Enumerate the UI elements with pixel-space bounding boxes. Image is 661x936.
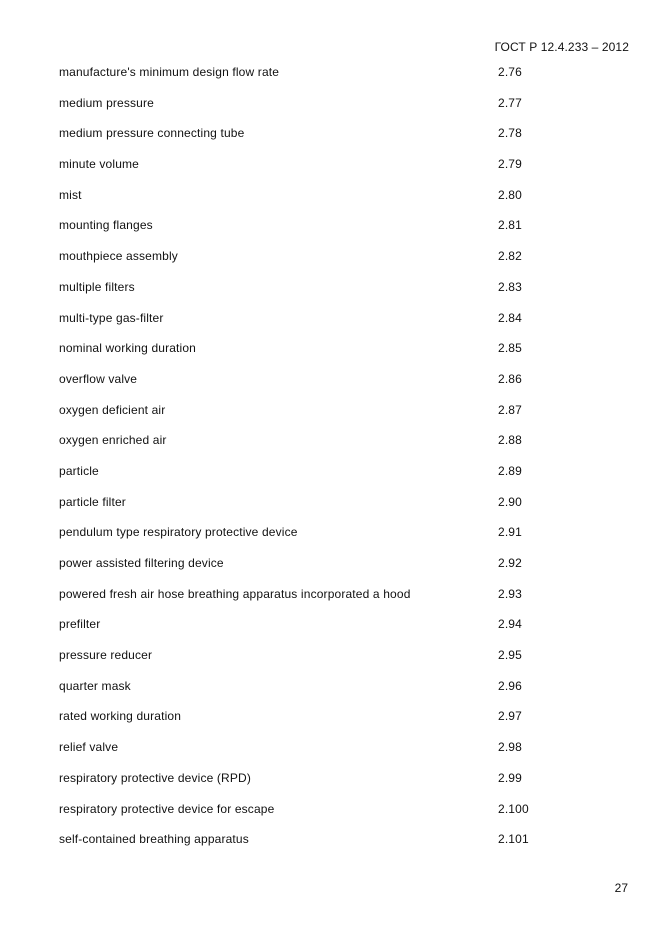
- term-number: 2.81: [498, 218, 522, 233]
- term-row: [59, 425, 619, 456]
- term-number: 2.84: [498, 310, 522, 325]
- term-number: 2.88: [498, 433, 522, 448]
- term-row: [59, 487, 619, 518]
- term-number: 2.89: [498, 463, 522, 478]
- term-text: overflow valve: [59, 371, 138, 386]
- term-row: [59, 241, 619, 272]
- term-number: 2.90: [498, 494, 522, 509]
- term-number: 2.76: [498, 65, 522, 79]
- term-row: [59, 118, 619, 149]
- term-row: [59, 210, 619, 241]
- term-text: self-contained breathing apparatus: [59, 832, 249, 847]
- term-number: 2.96: [498, 678, 522, 693]
- term-text: prefilter: [59, 617, 101, 632]
- term-row: [59, 579, 619, 610]
- term-text: mist: [59, 187, 82, 202]
- term-text: powered fresh air hose breathing apparatus incorporated a hood: [59, 586, 411, 601]
- term-text: multi-type gas-filter: [59, 310, 164, 325]
- term-text: particle filter: [59, 494, 126, 509]
- term-row: [59, 640, 619, 671]
- term-row: [59, 88, 619, 119]
- term-number: 2.99: [498, 770, 522, 785]
- term-text: pendulum type respiratory protective device: [59, 525, 298, 540]
- term-number: 2.92: [498, 556, 522, 570]
- term-text: multiple filters: [59, 279, 135, 294]
- term-number: 2.100: [498, 801, 529, 816]
- term-row: [59, 609, 619, 640]
- term-row: [59, 824, 619, 855]
- term-number: 2.83: [498, 279, 522, 294]
- term-number: 2.79: [498, 157, 522, 172]
- term-number: 2.91: [498, 525, 522, 540]
- term-text: mounting flanges: [59, 218, 153, 233]
- term-number: 2.101: [498, 832, 529, 847]
- term-number: 2.86: [498, 371, 522, 386]
- term-row: [59, 364, 619, 395]
- term-number: 2.95: [498, 648, 522, 663]
- term-number: 2.85: [498, 341, 522, 356]
- term-number: 2.97: [498, 709, 522, 724]
- standard-header: ГОСТ Р 12.4.233 – 2012: [494, 40, 629, 54]
- term-text: medium pressure connecting tube: [59, 126, 245, 141]
- term-text: quarter mask: [59, 678, 131, 693]
- term-row: [59, 548, 619, 579]
- term-index-list: [59, 57, 619, 855]
- term-number: 2.78: [498, 126, 522, 141]
- term-row: [59, 180, 619, 211]
- term-text: relief valve: [59, 740, 119, 755]
- term-text: minute volume: [59, 157, 139, 172]
- term-text: nominal working duration: [59, 341, 197, 356]
- term-text: respiratory protective device for escape: [59, 801, 275, 816]
- term-row: [59, 794, 619, 825]
- term-row: [59, 149, 619, 180]
- term-text: respiratory protective device (RPD): [59, 770, 251, 785]
- term-row: [59, 517, 619, 548]
- term-text: rated working duration: [59, 709, 182, 724]
- term-text: oxygen enriched air: [59, 433, 167, 448]
- term-text: pressure reducer: [59, 648, 153, 663]
- term-row: [59, 701, 619, 732]
- term-row: [59, 272, 619, 303]
- term-row: [59, 732, 619, 763]
- page-number: 27: [614, 881, 628, 895]
- term-row: [59, 671, 619, 702]
- term-number: 2.98: [498, 740, 522, 755]
- term-row: [59, 303, 619, 334]
- term-text: manufacture's minimum design flow rate: [59, 65, 280, 79]
- term-text: medium pressure: [59, 95, 154, 110]
- term-text: power assisted filtering device: [59, 556, 224, 570]
- term-row: [59, 395, 619, 426]
- term-number: 2.93: [498, 586, 522, 601]
- term-row: [59, 333, 619, 364]
- term-row: [59, 57, 619, 88]
- term-text: oxygen deficient air: [59, 402, 166, 417]
- term-number: 2.80: [498, 187, 522, 202]
- term-number: 2.94: [498, 617, 522, 632]
- term-row: [59, 763, 619, 794]
- term-row: [59, 456, 619, 487]
- term-text: mouthpiece assembly: [59, 249, 178, 264]
- term-number: 2.77: [498, 95, 522, 110]
- term-number: 2.87: [498, 402, 522, 417]
- term-number: 2.82: [498, 249, 522, 264]
- term-text: particle: [59, 463, 99, 478]
